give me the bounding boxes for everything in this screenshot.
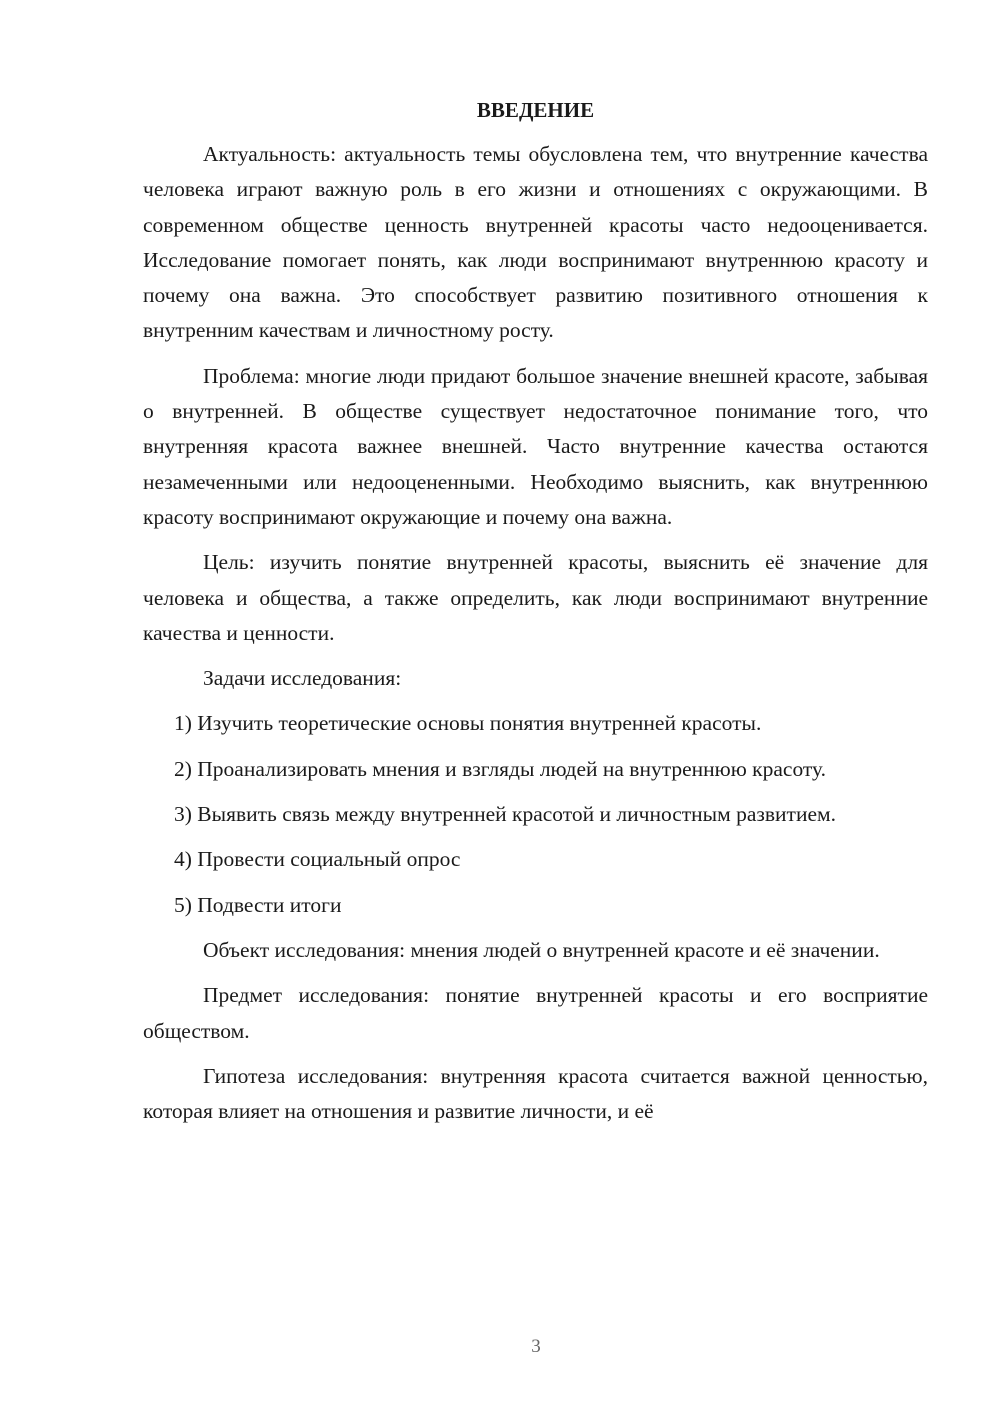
task-item: 5) Подвести итоги (174, 892, 342, 917)
paragraph-tasks-intro: Задачи исследования: (203, 666, 402, 691)
paragraph-object: Объект исследования: мнения людей о внутренней красоте и её значении. (203, 937, 880, 962)
page-content (143, 95, 928, 1139)
paragraph-hypothesis: Гипотеза исследования: внутренняя красота считается важной ценностью, которая влияет на отношения и развитие личности, и её (143, 1063, 928, 1124)
task-item: 1) Изучить теоретические основы понятия внутренней красоты. (174, 711, 762, 736)
section-heading: ВВЕДЕНИЕ (476, 98, 595, 122)
task-item: 4) Провести социальный опрос (174, 847, 461, 872)
paragraph-problem: Проблема: многие люди придают большое значение внешней красоте, забывая о внутренней. В обществе существует недостаточное понимание того, что внутренняя красота важнее внешней. Часто внутренние качества остаются незамеченными или недооцененными. Необходимо выяснить, как внутреннюю красоту воспринимают окружающие и почему она важна. (143, 363, 928, 529)
page-number: 3 (531, 1336, 541, 1357)
paragraph-relevance: Актуальность: актуальность темы обусловлена тем, что внутренние качества человека играют важную роль в его жизни и отношениях с окружающими. В современном обществе ценность внутренней красоты часто недооценивается. Исследование помогает понять, как люди воспринимают внутреннюю красоту и почему она важна. Это способствует развитию позитивного отношения к внутренним качествам и личностному росту. (143, 142, 928, 343)
task-item: 2) Проанализировать мнения и взгляды людей на внутреннюю красоту. (174, 756, 827, 781)
paragraph-subject: Предмет исследования: понятие внутренней красоты и его восприятие обществом. (143, 983, 928, 1043)
paragraph-goal: Цель: изучить понятие внутренней красоты, выяснить её значение для человека и общества, а также определить, как люди воспринимают внутренние качества и ценности. (143, 550, 928, 645)
task-item: 3) Выявить связь между внутренней красотой и личностным развитием. (174, 802, 836, 827)
